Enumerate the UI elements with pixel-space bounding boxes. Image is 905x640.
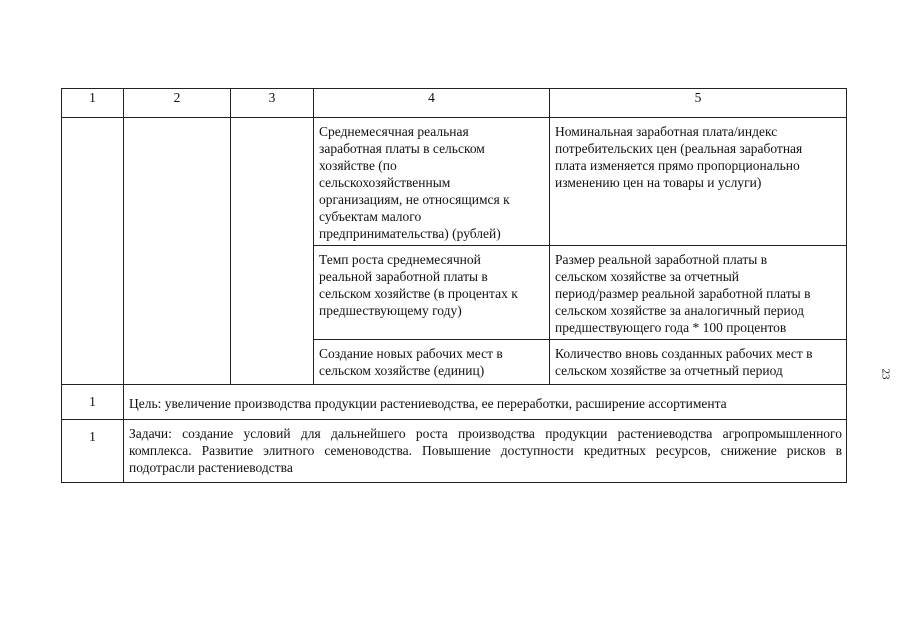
goal-text: Цель: увеличение производства продукции растениеводства, ее переработки, расширение ассортимента [129,396,727,411]
table-header-row [62,89,847,118]
method-text: Номинальная заработная плата/индекс потребительских цен (реальная заработная плата изменяется прямо пропорционально изменению цен на товары и услуги) [555,124,803,190]
tasks-number: 1 [89,429,96,444]
header-cell-3: 3 [231,89,314,118]
header-cell-1: 1 [62,89,124,118]
header-cell-5: 5 [550,89,847,118]
header-cell-4: 4 [314,89,550,118]
tasks-row [62,420,847,483]
method-cell [550,246,847,340]
tasks-number-cell [62,420,124,483]
indicator-text: Среднемесячная реальная заработная платы в сельском хозяйстве (по сельскохозяйственным организациям, не относящимся к субъектам малого предпринимательства) (рублей) [319,124,510,241]
page-number: 23 [879,368,892,380]
goal-cell [124,385,847,420]
method-cell [550,340,847,385]
goal-number: 1 [89,394,96,409]
indicator-text: Темп роста среднемесячной реальной заработной платы в сельском хозяйстве (в процентах к предшествующему году) [319,252,518,318]
tasks-text: Задачи: создание условий для дальнейшего роста производства продукции растениеводства агропромышленного комплекса. Развитие элитного семеноводства. Повышение доступности кредитных ресурсов, снижение рисков в подотрасли растениеводства [129,426,842,475]
method-cell [550,118,847,246]
indicator-text: Создание новых рабочих мест в сельском хозяйстве (единиц) [319,346,503,378]
empty-cell-col3 [231,118,314,385]
indicators-table [61,88,847,483]
method-text: Размер реальной заработной платы в сельском хозяйстве за отчетный период/размер реальной заработной платы в сельском хозяйстве за аналогичный период предшествующего года * 100 процентов [555,252,811,335]
indicator-cell [314,340,550,385]
indicator-cell [314,118,550,246]
table-row [62,118,847,246]
header-cell-2: 2 [124,89,231,118]
empty-cell-col1 [62,118,124,385]
goal-row [62,385,847,420]
indicator-cell [314,246,550,340]
goal-number-cell [62,385,124,420]
empty-cell-col2 [124,118,231,385]
method-text: Количество вновь созданных рабочих мест в сельском хозяйстве за отчетный период [555,346,813,378]
tasks-cell [124,420,847,483]
